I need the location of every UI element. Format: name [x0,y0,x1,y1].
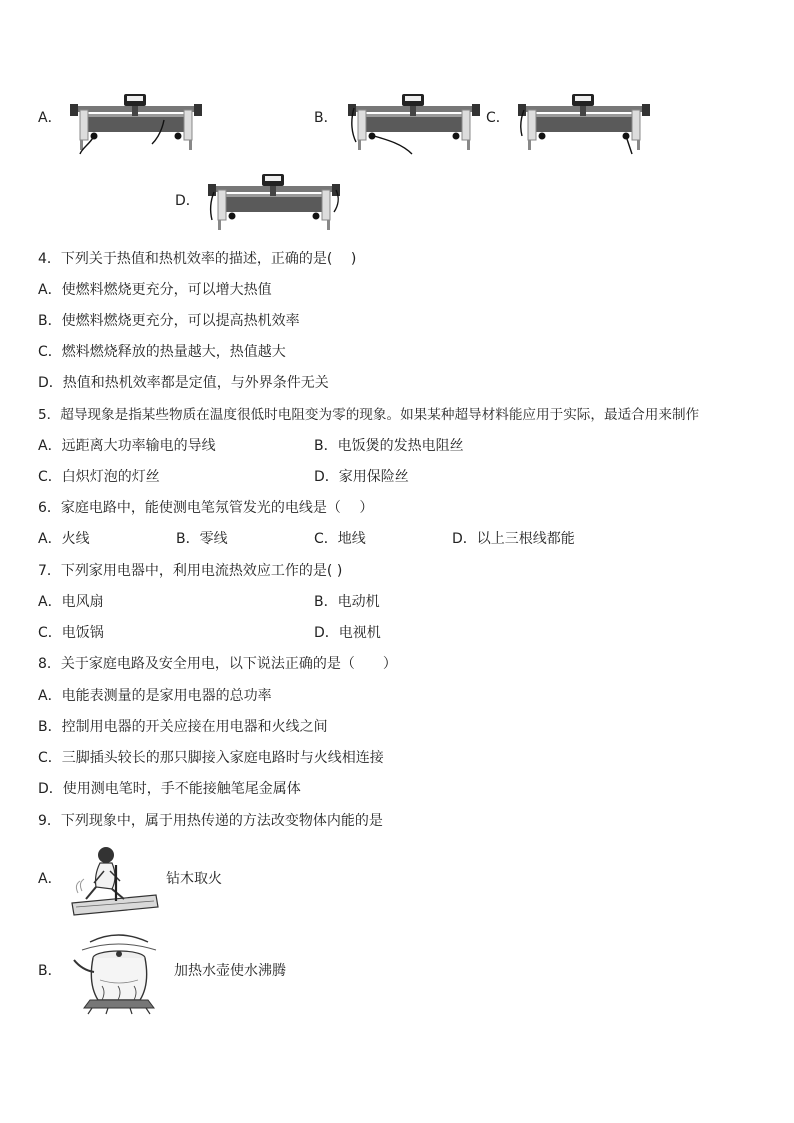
wire [626,136,632,154]
option-a: A．电能表测量的是家用电器的总功率 [38,688,272,704]
rheostat-diagram [344,82,484,156]
question-stem: 8．关于家庭电路及安全用电，以下说法正确的是（ ） [38,656,397,672]
option-caption: 加热水壶使水沸腾 [174,963,286,979]
option-c: C．地线 [314,531,366,547]
option-label: C． [486,110,510,126]
option-label: B． [38,963,62,979]
option-label: A． [38,871,62,887]
option-c: C．电饭锅 [38,625,104,641]
option-b: B．电饭煲的发热电阻丝 [314,438,464,454]
option-c: C．白炽灯泡的灯丝 [38,469,160,485]
option-a: A．火线 [38,531,90,547]
option-d: D．家用保险丝 [314,469,409,485]
question-stem: 5．超导现象是指某些物质在温度很低时电阻变为零的现象。如果某种超导材料能应用于实际，最适合用来制作 [38,407,700,423]
drill-wood-fire-illustration [66,845,164,917]
option-c: C．燃料燃烧释放的热量越大，热值越大 [38,344,286,360]
option-b: B．控制用电器的开关应接在用电器和火线之间 [38,719,328,735]
question-stem: 6．家庭电路中，能使测电笔氖管发光的电线是（ ） [38,500,374,516]
option-d: D．热值和热机效率都是定值，与外界条件无关 [38,375,329,391]
rheostat-diagram [514,82,654,156]
option-a: A．电风扇 [38,594,104,610]
option-caption: 钻木取火 [166,871,222,887]
rheostat-diagram [66,82,206,156]
option-b: B．使燃料燃烧更充分，可以提高热机效率 [38,313,300,329]
option-label: A． [38,110,62,126]
option-b: B．零线 [176,531,228,547]
wire [374,136,412,154]
option-c: C．三脚插头较长的那只脚接入家庭电路时与火线相连接 [38,750,384,766]
wire [211,192,214,220]
option-a: A．远距离大功率输电的导线 [38,438,216,454]
boiling-kettle-illustration [68,930,170,1016]
rheostat-diagram [204,164,344,234]
option-a: A．使燃料燃烧更充分，可以增大热值 [38,282,272,298]
question-stem: 9．下列现象中，属于用热传递的方法改变物体内能的是 [38,813,383,829]
option-d: D．以上三根线都能 [452,531,575,547]
question-stem: 7．下列家用电器中，利用电流热效应工作的是( ) [38,563,343,579]
option-d: D．电视机 [314,625,381,641]
option-label: D． [175,193,200,209]
option-b: B．电动机 [314,594,380,610]
question-stem: 4．下列关于热值和热机效率的描述，正确的是( ) [38,251,357,267]
option-d: D．使用测电笔时，手不能接触笔尾金属体 [38,781,301,797]
option-label: B． [314,110,338,126]
